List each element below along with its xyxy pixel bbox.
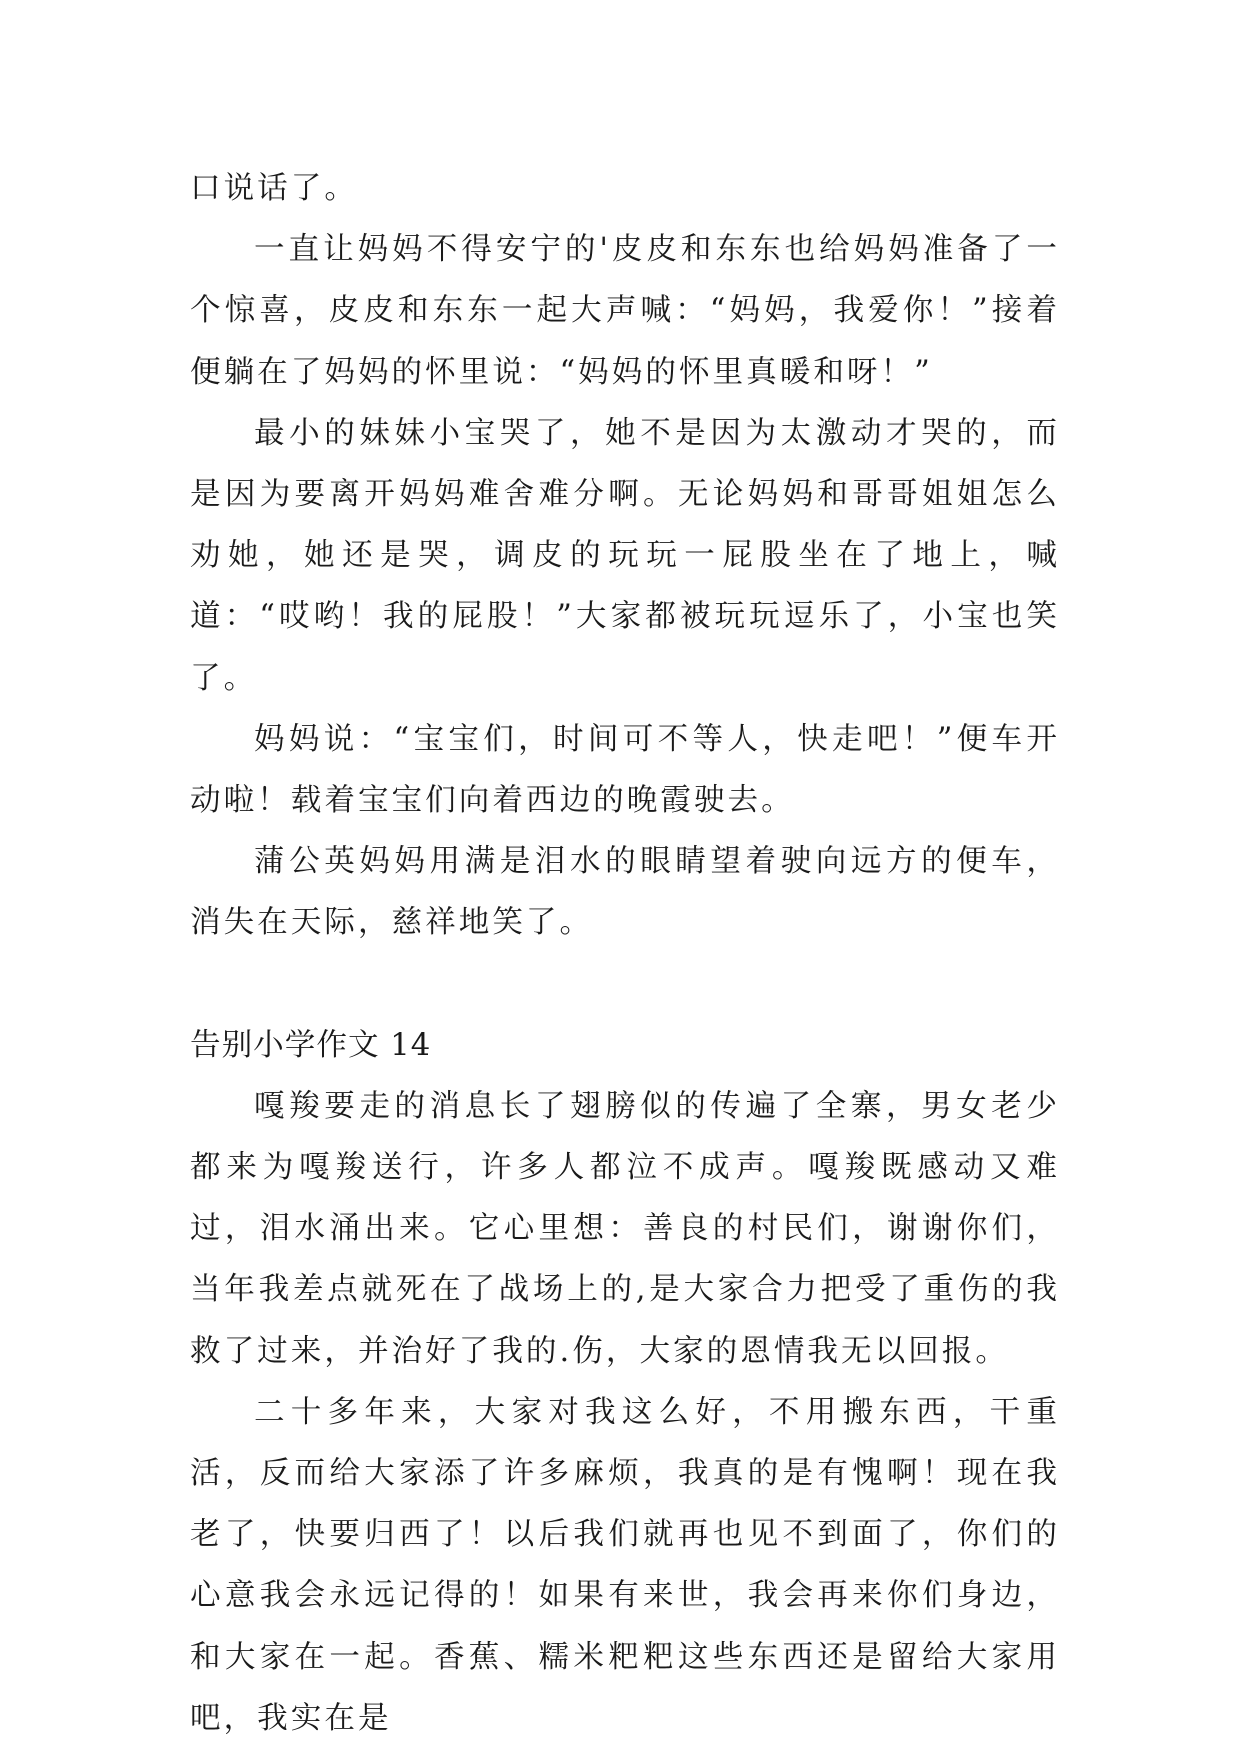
paragraph-continuation: 口说话了。 [190, 171, 358, 206]
paragraph: 一直让妈妈不得安宁的'皮皮和东东也给妈妈准备了一个惊喜，皮皮和东东一起大声喊：“妈妈，我爱你！”接着便躺在了妈妈的怀里说：“妈妈的怀里真暖和呀！” [190, 232, 1060, 390]
paragraph: 嘎羧要走的消息长了翅膀似的传遍了全寨，男女老少都来为嘎羧送行，许多人都泣不成声。嘎羧既感动又难过，泪水涌出来。它心里想：善良的村民们，谢谢你们，当年我差点就死在了战场上的,是大家合力把受了重伤的我救了过来，并治好了我的.伤，大家的恩情我无以回报。 [190, 1088, 1060, 1369]
section-title: 告别小学作文 14 [190, 1027, 432, 1063]
paragraph: 蒲公英妈妈用满是泪水的眼睛望着驶向远方的便车，消失在天际，慈祥地笑了。 [190, 844, 1060, 941]
paragraph: 最小的妹妹小宝哭了，她不是因为太激动才哭的，而是因为要离开妈妈难舍难分啊。无论妈妈和哥哥姐姐怎么劝她，她还是哭，调皮的玩玩一屁股坐在了地上，喊道：“哎哟！我的屁股！”大家都被玩玩逗乐了，小宝也笑了。 [190, 415, 1060, 696]
document-body [190, 158, 1060, 1749]
paragraph: 妈妈说：“宝宝们，时间可不等人，快走吧！”便车开动啦！载着宝宝们向着西边的晚霞驶去。 [190, 721, 1060, 819]
paragraph: 二十多年来，大家对我这么好，不用搬东西，干重活，反而给大家添了许多麻烦，我真的是有愧啊！现在我老了，快要归西了！以后我们就再也见不到面了，你们的心意我会永远记得的！如果有来世，我会再来你们身边，和大家在一起。香蕉、糯米粑粑这些东西还是留给大家用吧，我实在是 [190, 1394, 1060, 1736]
